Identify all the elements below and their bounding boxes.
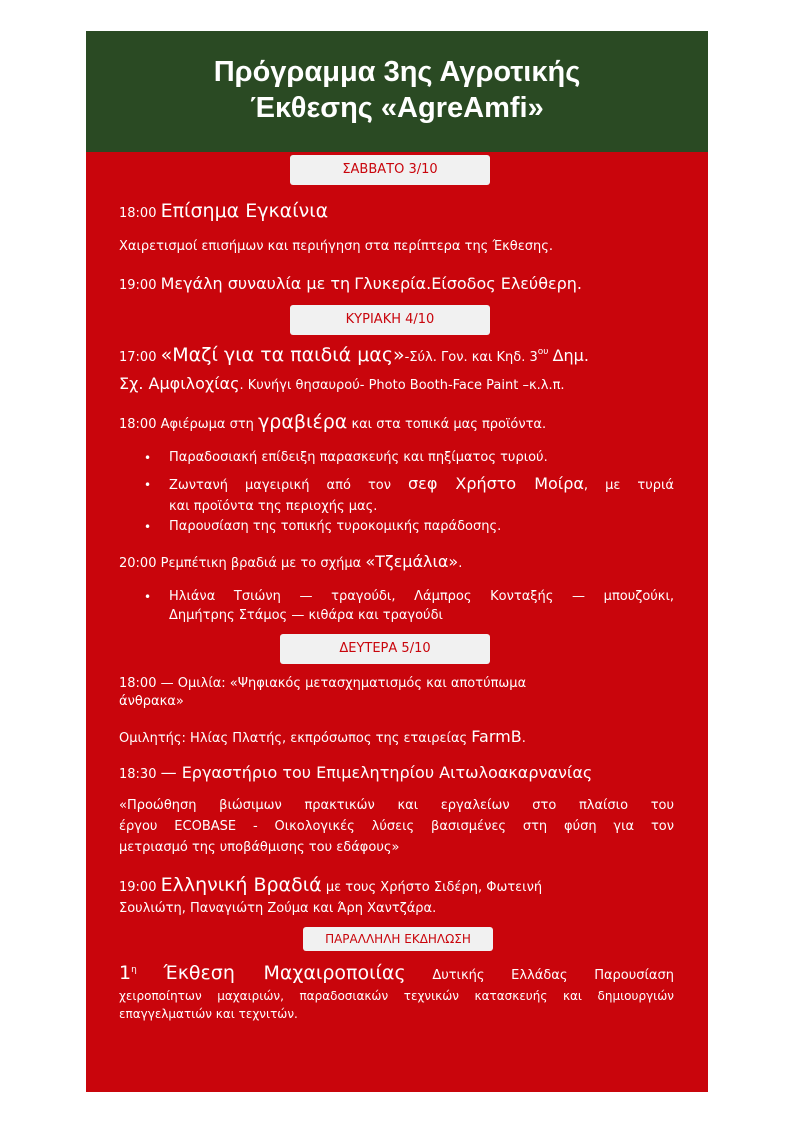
event-title: Επίσημα Εγκαίνια (160, 200, 329, 222)
musicians-line-2: Δημήτρης Στάμος — κιθάρα και τραγούδι (169, 608, 443, 623)
day-banner-monday: ΔΕΥΤΕΡΑ 5/10 (280, 634, 490, 664)
event-text: Ρεμπέτικη βραδιά με το σχήμα (160, 556, 362, 571)
sun-kids-line2 (119, 375, 565, 395)
speaker-text: . (521, 731, 526, 746)
chef-name: σεφ Χρήστο Μοίρα (408, 474, 584, 493)
sat-opening-desc: Χαιρετισμοί επισήμων και περιήγηση στα περίπτερα της Έκθεσης. (119, 239, 554, 254)
mon-talk-line-2: άνθρακα» (119, 694, 184, 709)
bullet-item-cont: και προϊόντα της περιοχής μας. (169, 499, 378, 514)
band-name: «Τζεμάλια» (365, 552, 459, 571)
workshop-desc-1: «Προώθηση βιώσιμων πρακτικών και εργαλείων στο πλαίσιο του (119, 798, 674, 813)
title-line-2: Έκθεσης «AgreAmfi» (250, 92, 544, 124)
event-text: με τους Χρήστο Σιδέρη, Φωτεινή (325, 880, 543, 895)
workshop-desc-3: μετριασμό της υποβάθμισης του εδάφους» (119, 840, 400, 855)
sat-opening (119, 202, 328, 223)
company-name: FarmB (471, 727, 522, 746)
bullet-icon: • (144, 520, 152, 534)
event-time: 18:30 (119, 767, 157, 782)
workshop-desc-2: έργου ECOBASE - Οικολογικές λύσεις βασισμένες στη φύση για τον (119, 819, 674, 834)
event-time: 18:00 (119, 417, 157, 432)
bullet-text: Ζωντανή μαγειρική από τον (169, 478, 391, 493)
entry-note: .Είσοδος Ελεύθερη. (426, 274, 583, 293)
event-text: και στα τοπικά μας προϊόντα. (351, 417, 547, 432)
program-poster (86, 31, 708, 1092)
bullet-item: Παραδοσιακή επίδειξη παρασκευής και πηξίματος τυριού. (169, 450, 548, 465)
sun-kids (119, 346, 589, 367)
bullet-text: , με τυριά (583, 478, 674, 493)
event-title: «Μαζί για τα παιδιά μας» (160, 344, 405, 366)
artist-name: Γλυκερία (354, 274, 427, 293)
mon-speaker (119, 728, 526, 748)
poster-header (86, 31, 708, 152)
title-line-1: Πρόγραμμα 3ης Αγροτικής (213, 56, 581, 88)
speaker-text: Ομιλητής: Ηλίας Πλατής, εκπρόσωπος της εταιρείας (119, 731, 468, 746)
event-title: — Εργαστήριο του Επιμελητηρίου Αιτωλοακαρνανίας (160, 763, 593, 782)
mon-talk-line-1: 18:00 — Ομιλία: «Ψηφιακός μετασχηματισμός και αποτύπωμα (119, 676, 527, 691)
bullet-icon: • (144, 451, 152, 465)
event-time: 17:00 (119, 350, 157, 365)
organizer: -Σύλ. Γον. και Κηδ. 3 (404, 350, 538, 365)
cheese-name: γραβιέρα (258, 411, 348, 433)
musicians-line-1: Ηλιάνα Τσιώνη — τραγούδι, Λάμπρος Κονταξής — μπουζούκι, (169, 589, 674, 604)
knife-exhibition-line-2: χειροποίητων μαχαιριών, παραδοσιακών τεχνικών κατασκευής και δημιουργιών (119, 989, 674, 1003)
event-title: Ελληνική Βραδιά (160, 874, 322, 896)
bullet-item: Παρουσίαση της τοπικής τυροκομικής παράδοσης. (169, 519, 502, 534)
knife-exhibition-line-3: επαγγελματιών και τεχνιτών. (119, 1007, 298, 1021)
greek-night-line-2: Σουλιώτη, Παναγιώτη Ζούμα και Άρη Χαντζάρα. (119, 901, 437, 916)
bullet-icon: • (144, 590, 152, 604)
ordinal-sup: ου (537, 347, 549, 357)
event-time: 19:00 (119, 880, 157, 895)
event-title: Μεγάλη συναυλία με τη (160, 274, 351, 293)
mon-greek-night (119, 876, 542, 897)
sat-concert (119, 275, 582, 295)
event-text: Αφιέρωμα στη (160, 417, 254, 432)
sun-rebetiko (119, 553, 462, 573)
event-text: . (458, 556, 463, 571)
mon-workshop (119, 764, 592, 784)
exhibition-text: Δυτικής Ελλάδας Παρουσίαση (432, 968, 674, 983)
school-name: Σχ. Αμφιλοχίας (119, 374, 240, 393)
activities: . Κυνήγι θησαυρού- Photo Booth-Face Paint –κ.λ.π. (239, 378, 565, 393)
event-time: 18:00 (119, 206, 157, 221)
event-time: 20:00 (119, 556, 157, 571)
parallel-event-banner: ΠΑΡΑΛΛΗΛΗ ΕΚΔΗΛΩΣΗ (303, 927, 493, 951)
day-banner-saturday: ΣΑΒΒΑΤΟ 3/10 (290, 155, 490, 185)
sun-graviera (119, 413, 546, 434)
exhibition-title: Έκθεση Μαχαιροποιίας (163, 962, 406, 984)
ordinal: 1 (119, 962, 132, 984)
ordinal-sup: η (131, 965, 137, 975)
event-time: 19:00 (119, 278, 157, 293)
knife-exhibition-line-1 (119, 964, 674, 985)
bullet-item (169, 475, 674, 495)
bullet-icon: • (144, 478, 152, 492)
day-banner-sunday: ΚΥΡΙΑΚΗ 4/10 (290, 305, 490, 335)
organizer-school: Δημ. (552, 346, 589, 365)
